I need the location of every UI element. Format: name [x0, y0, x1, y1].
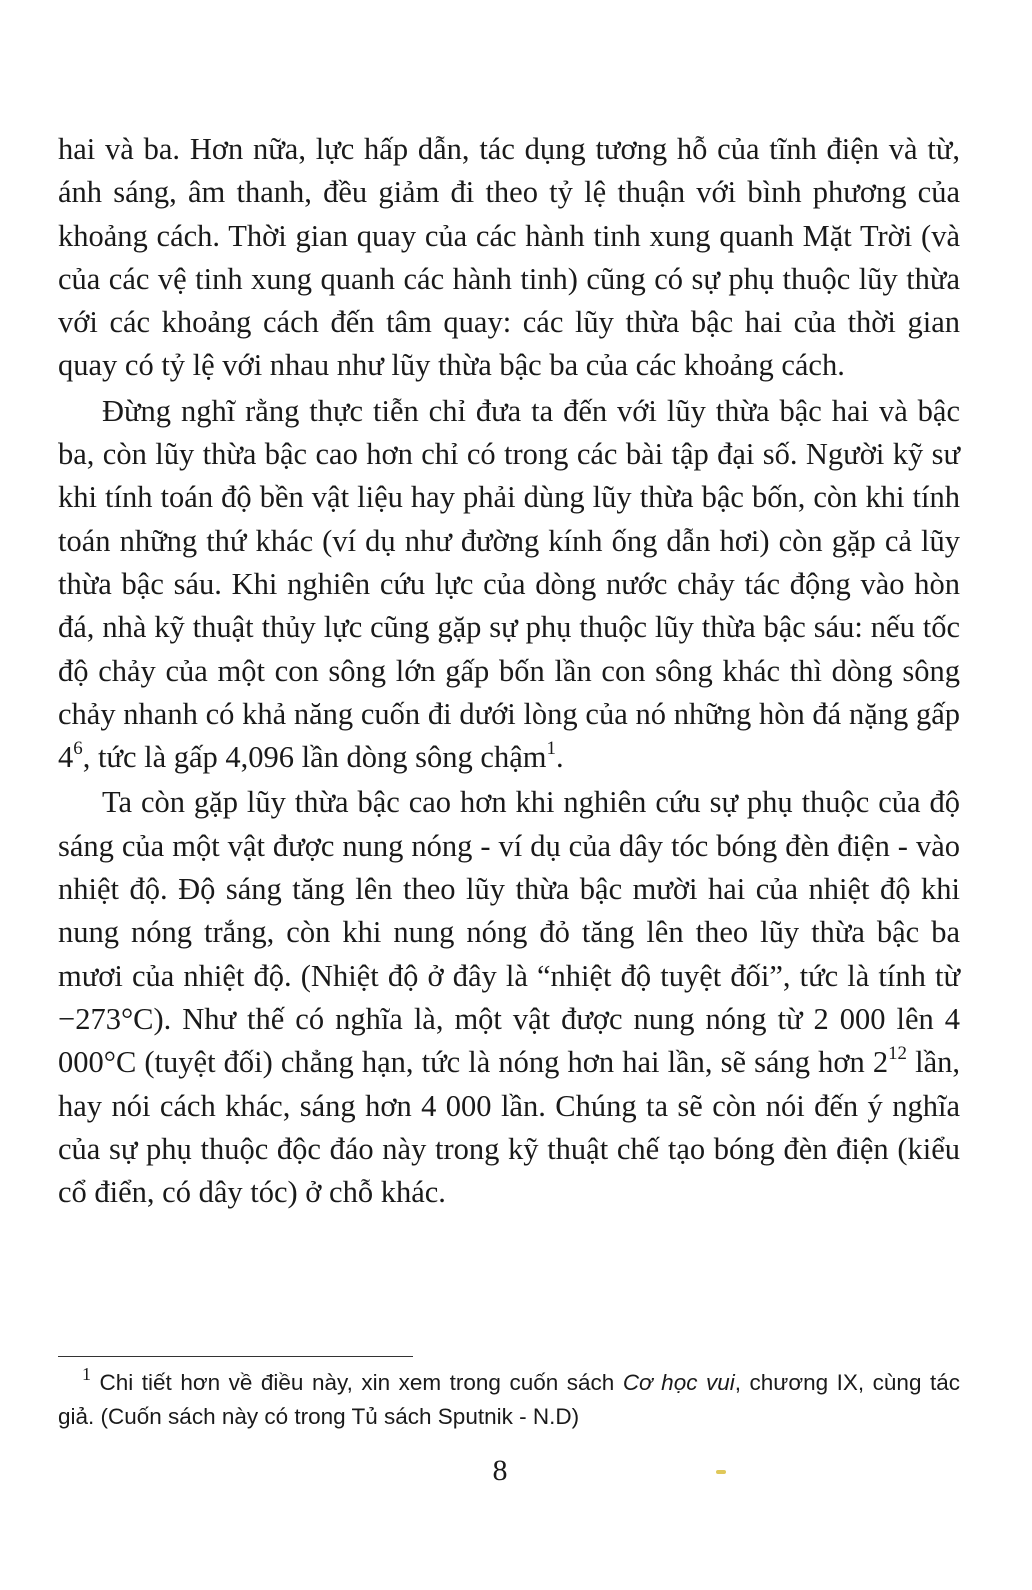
exponent-6: 6 [73, 738, 83, 760]
page-number: 8 [492, 1454, 508, 1487]
footnote-divider [58, 1356, 413, 1357]
footnote-text-a: Chi tiết hơn về điều này, xin xem trong cuốn sách [91, 1370, 623, 1395]
footnote-book-title: Cơ học vui [622, 1370, 735, 1395]
footnote-text-b: , chương IX, cùng tác giả. (Cuốn sách này có trong Tủ sách Sputnik - N.D) [58, 1370, 960, 1429]
paragraph-3 [58, 781, 960, 1214]
paragraph-2 [58, 390, 960, 780]
scan-speck [716, 1470, 726, 1474]
footnote [58, 1363, 960, 1434]
main-text [58, 128, 960, 1214]
paragraph-3-text-b: lần, hay nói cách khác, sáng hơn 4 000 lần. Chúng ta sẽ còn nói đến ý nghĩa của sự phụ thuộc độc đáo này trong kỹ thuật chế tạo bóng đèn điện (kiểu cổ điển, có dây tóc) ở chỗ khác. [58, 1045, 960, 1210]
paragraph-3-text-a: Ta còn gặp lũy thừa bậc cao hơn khi nghiên cứu sự phụ thuộc của độ sáng của một vật được nung nóng - ví dụ của dây tóc bóng đèn điện - vào nhiệt độ. Độ sáng tăng lên theo lũy thừa bậc mười hai của nhiệt độ khi nung nóng trắng, còn khi nung nóng đỏ tăng lên theo lũy thừa bậc ba mươi của nhiệt độ. (Nhiệt độ ở đây là “nhiệt độ tuyệt đối”, tức là tính từ −273°C). Như thế có nghĩa là, một vật được nung nóng từ 2 000 lên 4 000°C (tuyệt đối) chẳng hạn, tức là nóng hơn hai lần, sẽ sáng hơn 2 [58, 785, 960, 1080]
paragraph-1-text: hai và ba. Hơn nữa, lực hấp dẫn, tác dụng tương hỗ của tĩnh điện và từ, ánh sáng, âm thanh, đều giảm đi theo tỷ lệ thuận với bình phương của khoảng cách. Thời gian quay của các hành tinh xung quanh Mặt Trời (và của các vệ tinh xung quanh các hành tinh) cũng có sự phụ thuộc lũy thừa với các khoảng cách đến tâm quay: các lũy thừa bậc hai của thời gian quay có tỷ lệ với nhau như lũy thừa bậc ba của các khoảng cách. [58, 132, 960, 383]
paragraph-1 [58, 128, 960, 388]
paragraph-2-text-c: . [555, 740, 564, 775]
footnote-reference[interactable]: 1 [546, 738, 556, 760]
paragraph-2-text-a: Đừng nghĩ rằng thực tiễn chỉ đưa ta đến với lũy thừa bậc hai và bậc ba, còn lũy thừa bậc cao hơn chỉ có trong các bài tập đại số. Người kỹ sư khi tính toán độ bền vật liệu hay phải dùng lũy thừa bậc bốn, còn khi tính toán những thứ khác (ví dụ như đường kính ống dẫn hơi) còn gặp cả lũy thừa bậc sáu. Khi nghiên cứu lực của dòng nước chảy tác động vào hòn đá, nhà kỹ thuật thủy lực cũng gặp sự phụ thuộc lũy thừa bậc sáu: nếu tốc độ chảy của một con sông lớn gấp bốn lần con sông khác thì dòng sông chảy nhanh có khả năng cuốn đi dưới lòng của nó những hòn đá nặng gấp 4 [58, 393, 960, 775]
paragraph-2-text-b: , tức là gấp 4,096 lần dòng sông chậm [82, 740, 547, 775]
exponent-12: 12 [888, 1043, 907, 1065]
footnote-marker: 1 [82, 1363, 91, 1384]
